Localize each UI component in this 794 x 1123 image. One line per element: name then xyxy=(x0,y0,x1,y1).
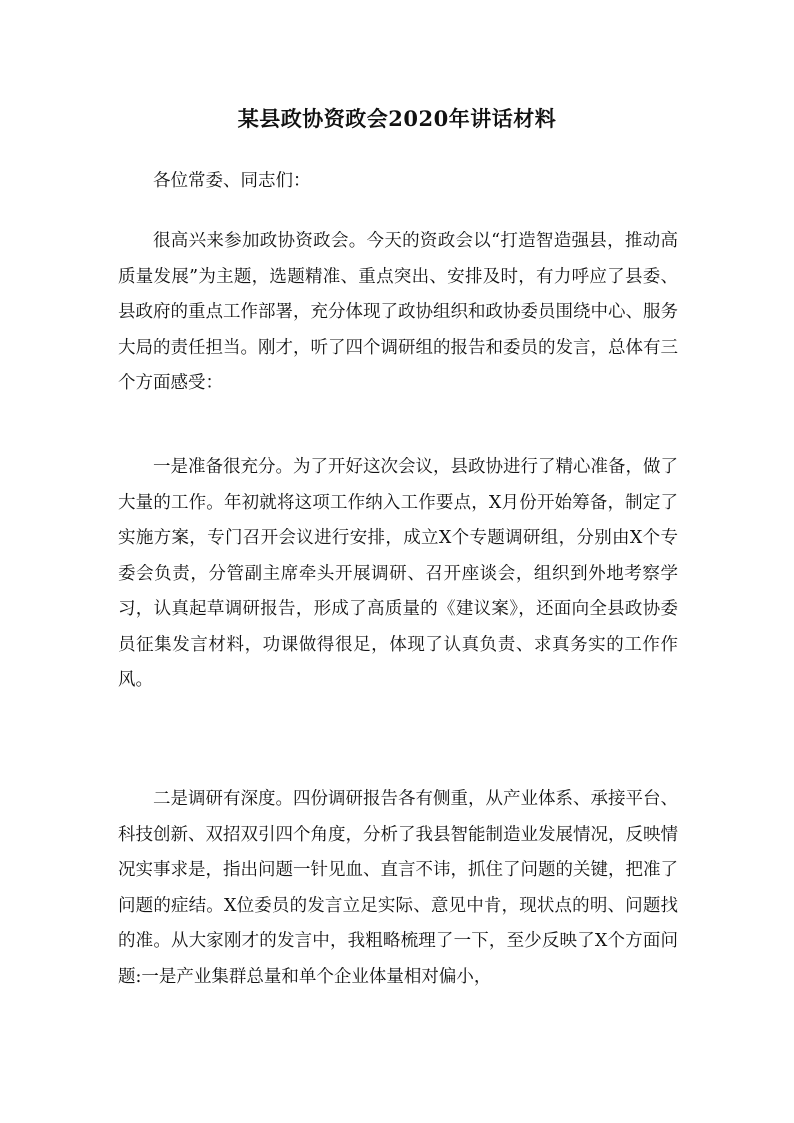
intro-paragraph: 很高兴来参加政协资政会。今天的资政会以“打造智造强县，推动高质量发展”为主题，选题精准、重点突出、安排及时，有力呼应了县委、县政府的重点工作部署，充分体现了政协组织和政协委员围绕中心、服务大局的责任担当。刚才，听了四个调研组的报告和委员的发言，总体有三个方面感受： xyxy=(118,231,678,393)
document-title: 某县政协资政会2020年讲话材料 xyxy=(237,106,557,131)
point-two-paragraph: 二是调研有深度。四份调研报告各有侧重，从产业体系、承接平台、科技创新、双招双引四个角度，分析了我县智能制造业发展情况，反映情况实事求是，指出问题一针见血、直言不讳，抓住了问题的关键，把准了问题的症结。X位委员的发言立足实际、意见中肯，现状点的明、问题找的准。从大家刚才的发言中，我粗略梳理了一下，至少反映了X个方面问题:一是产业集群总量和单个企业体量相对偏小， xyxy=(118,789,678,987)
point-one-paragraph: 一是准备很充分。为了开好这次会议，县政协进行了精心准备，做了大量的工作。年初就将这项工作纳入工作要点，X月份开始筹备，制定了实施方案，专门召开会议进行安排，成立X个专题调研组，分别由X个专委会负责，分管副主席牵头开展调研、召开座谈会，组织到外地考察学习，认真起草调研报告，形成了高质量的《建议案》，还面向全县政协委员征集发言材料，功课做得很足，体现了认真负责、求真务实的工作作风。 xyxy=(118,457,678,690)
salutation-paragraph: 各位常委、同志们： xyxy=(153,171,311,191)
